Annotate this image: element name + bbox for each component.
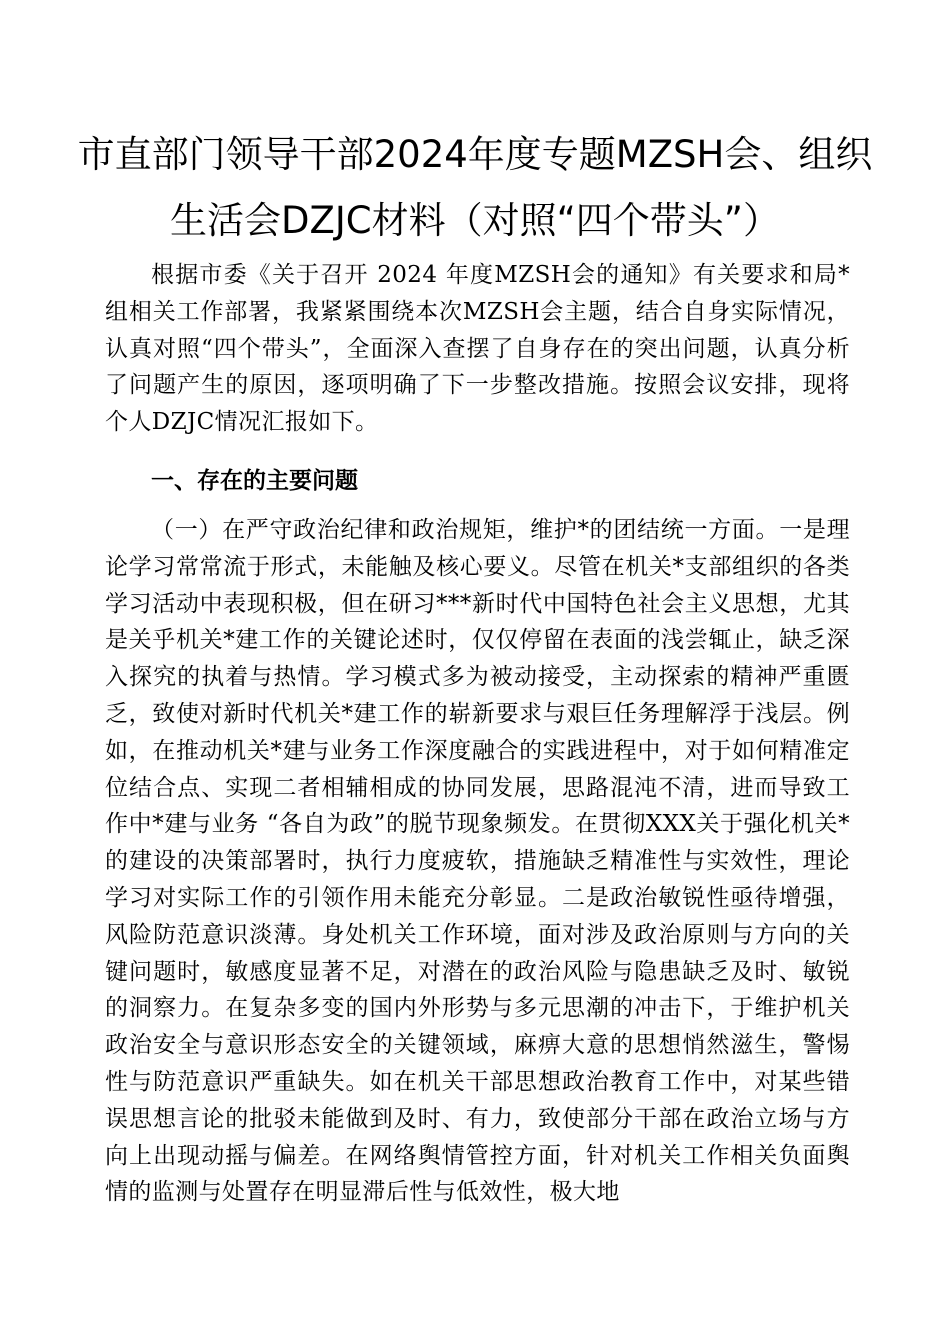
document-title-line-1: 市直部门领导干部2024年度专题MZSH会、组织: [77, 133, 873, 176]
intro-paragraph: 根据市委《关于召开 2024 年度MZSH会的通知》有关要求和局*组相关工作部署，我紧紧围绕本次MZSH会主题，结合自身实际情况，认真对照“四个带头”，全面深入查摆了自身存在的突出问题，认真分析了问题产生的原因，逐项明确了下一步整改措施。按照会议安排，现将个人DZJC情况汇报如下。: [105, 262, 850, 436]
section-1-paragraph-1: （一）在严守政治纪律和政治规矩，维护*的团结统一方面。一是理论学习常常流于形式，未能触及核心要义。尽管在机关*支部组织的各类学习活动中表现积极，但在研习***新时代中国特色社会主义思想，尤其是关乎机关*建工作的关键论述时，仅仅停留在表面的浅尝辄止，缺乏深入探究的执着与热情。学习模式多为被动接受，主动探索的精神严重匮乏，致使对新时代机关*建工作的崭新要求与艰巨任务理解浮于浅层。例如，在推动机关*建与业务工作深度融合的实践进程中，对于如何精准定位结合点、实现二者相辅相成的协同发展，思路混沌不清，进而导致工作中*建与业务 “各自为政”的脱节现象频发。在贯彻XXX关于强化机关*的建设的决策部署时，执行力度疲软，措施缺乏精准性与实效性，理论学习对实际工作的引领作用未能充分彰显。二是政治敏锐性亟待增强，风险防范意识淡薄。身处机关工作环境，面对涉及政治原则与方向的关键问题时，敏感度显著不足，对潜在的政治风险与隐患缺乏及时、敏锐的洞察力。在复杂多变的国内外形势与多元思潮的冲击下，于维护机关政治安全与意识形态安全的关键领域，麻痹大意的思想悄然滋生，警惕性与防范意识严重缺失。如在机关干部思想政治教育工作中，对某些错误思想言论的批驳未能做到及时、有力，致使部分干部在政治立场与方向上出现动摇与偏差。在网络舆情管控方面，针对机关工作相关负面舆情的监测与处置存在明显滞后性与低效性，极大地: [105, 517, 850, 1206]
document-title-line-2: 生活会DZJC材料（对照“四个带头”）: [170, 199, 780, 242]
section-heading-main-problems: 一、存在的主要问题: [151, 468, 358, 494]
